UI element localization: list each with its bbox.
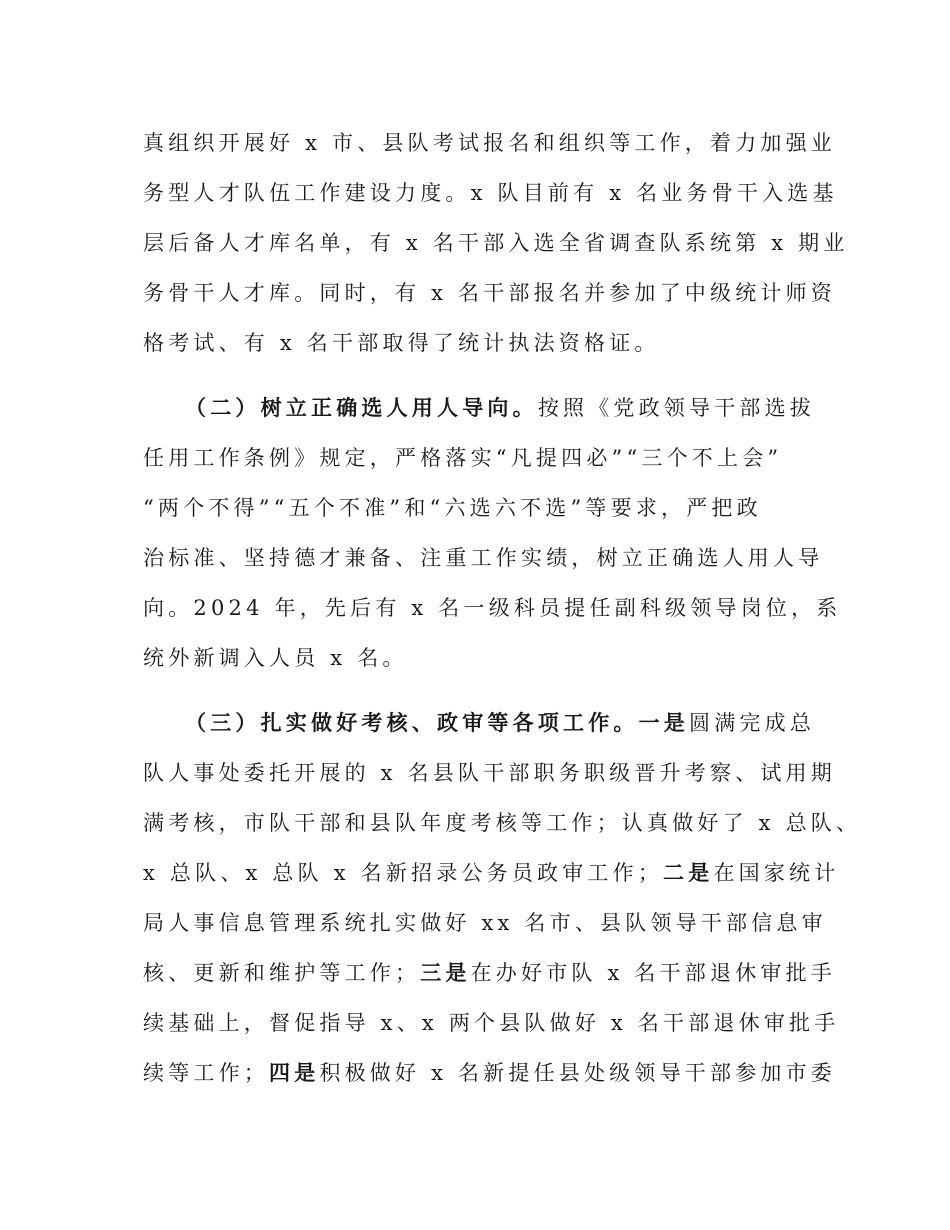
paragraph3-line-8-post: 积极做好 x 名新提任县处级领导干部参加市委 — [319, 1061, 836, 1085]
paragraph3-line-6 — [143, 958, 836, 988]
paragraph1-line-3: 层后备人才库名单，有 x 名干部入选全省调查队系统第 x 期业 — [143, 231, 849, 255]
paragraph3-line-4 — [143, 858, 839, 888]
paragraph2-line-3: “两个不得”“五个不准”和“六选六不选”等要求，严把政 — [143, 496, 762, 520]
paragraph3-line-1-text: 圆满完成总 — [689, 711, 816, 735]
paragraph3-line-6-pre: 核、更新和维护等工作； — [143, 961, 421, 985]
keyword-two: 二是 — [663, 860, 714, 885]
paragraph3-line-5: 局人事信息管理系统扎实做好 xx 名市、县队领导干部信息审 — [143, 911, 827, 935]
paragraph3-line-3: 满考核，市队干部和县队年度考核等工作；认真做好了 x 总队、 — [143, 811, 862, 835]
paragraph3-line-8 — [143, 1058, 836, 1088]
paragraph2-line-4: 治标准、坚持德才兼备、注重工作实绩，树立正确选人用人导 — [143, 546, 824, 570]
paragraph1-line-2: 务型人才队伍工作建设力度。x 队目前有 x 名业务骨干入选基 — [143, 181, 838, 205]
paragraph2-heading: （二）树立正确选人用人导向。 — [185, 395, 538, 420]
paragraph1-line-1: 真组织开展好 x 市、县队考试报名和组织等工作，着力加强业 — [143, 131, 836, 155]
keyword-one: 一是 — [638, 710, 690, 735]
paragraph2-line-5: 向。2024 年，先后有 x 名一级科员提任副科级领导岗位，系 — [143, 596, 842, 620]
paragraph3-line-1 — [185, 708, 815, 738]
paragraph1-line-4: 务骨干人才库。同时，有 x 名干部报名并参加了中级统计师资 — [143, 281, 836, 305]
paragraph3-line-4-pre: x 总队、x 总队 x 名新招录公务员政审工作； — [143, 861, 664, 885]
paragraph3-line-2: 队人事处委托开展的 x 名县队干部职务职级晋升考察、试用期 — [143, 761, 836, 785]
paragraph3-line-6-post: 在办好市队 x 名干部退休审批手 — [470, 961, 837, 985]
paragraph2-line-6: 统外新调入人员 x 名。 — [143, 646, 408, 670]
keyword-four: 四是 — [269, 1060, 320, 1085]
paragraph2-line-1 — [185, 393, 815, 423]
paragraph3-line-4-post: 在国家统计 — [713, 861, 840, 885]
keyword-three: 三是 — [420, 960, 471, 985]
paragraph3-heading: （三）扎实做好考核、政审等各项工作。 — [185, 710, 639, 735]
paragraph1-line-5: 格考试、有 x 名干部取得了统计执法资格证。 — [143, 331, 660, 355]
paragraph2-line-2: 任用工作条例》规定，严格落实“凡提四必”“三个不上会” — [143, 446, 783, 470]
paragraph3-line-7: 续基础上，督促指导 x、x 两个县队做好 x 名干部退休审批手 — [143, 1011, 840, 1035]
paragraph2-line-1-text: 按照《党政领导干部选拔 — [537, 396, 816, 420]
paragraph3-line-8-pre: 续等工作； — [143, 1061, 269, 1085]
